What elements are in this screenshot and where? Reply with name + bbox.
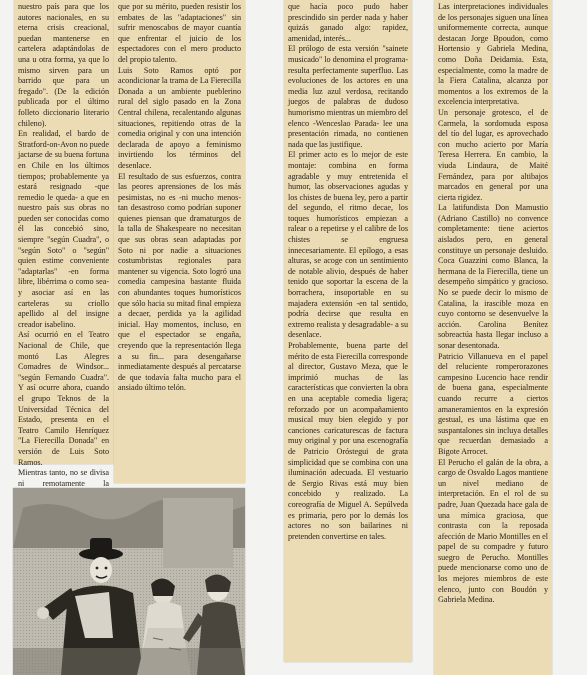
photo-image <box>13 488 245 675</box>
column-4-text: Las interpretaciones individuales de los personajes siguen una línea uniformemente correcta, aunque destacan Jorge Bpoudon, como Hortensio y Gabriela Medina, como Doña Deidamia. Esta, especialmente, como la madre de la Fiera Catalina, alcanza por momentos a los extremos de la excelencia interpretativa. Un personaje grotesco, el de Carmela, la sordomuda esposa del tío del lugar, es aprovechado con mucho acierto por María Teresa Herrera. En cambio, la viuda Lindaura, de Maité Fernández, para por altibajos marcados en general por una cierta rigidez. La latifundista Don Mamustio (Adriano Castillo) no convence completamente: tiene aciertos aislados pero, en general constituye un personaje desluido. Coca Guazzini como Blanca, la hermana de la Fierecilla, tiene un desempeño simpático y gracioso. No se puede decir lo mismo de Catalina, la irascible moza en cuyo contorno se desenvuelve la acción. Carolina Benítez sobreactúa hasta llegar incluso a sonar desentonada. Patricio Villanueva en el papel del reluciente romperorazones campesino Lucencio hace rendir de buena gana, especialmente cuando recurre a ciertos amaneramientos en la expresión gestual, es una lástima que en suspantalones sin incluya detalles que recuerdan demasiado a Bigote Arrocet. El Perucho el galán de la obra, a cargo de Osvaldo Lagos mantiene un nivel mediano de interpretación. En el rol de su padre, Juan Quezada hace gala de una mímica graciosa, que contrasta con la reposada afección de Mario Montilles en el papel de su compadre y futuro suegro de Perucho. Montilles puede mencionarse como uno de los mejores miembros de este elenco, junto con Boudón y Gabriela Medina. <box>438 2 548 605</box>
clipping-column-3 <box>284 0 412 662</box>
column-2-text: que por su mérito, pueden resistir los embates de las "adaptaciones" sin sufrir menoscabos de mayor cuantía que enfrentar el juicio de los espectadores con el mero producto del propio talento. Luis Soto Ramos optó por acondicionar la trama de La Fierecilla Donada a un ambiente pueblerino rural del siglo pasado en la Zona Central chilena, recalentando algunas situaciones, repitiendo otras de la comedia original y con una intención declarada de apoyo a feminismo invirtiendo los términos del desenlace. El resultado de sus esfuerzos, contra las peores aprensiones de los más pesimistas, no es -ni mucho menos- tan desastroso como podrían suponer quienes piensan que dramaturgos de la talla de Shakespeare no necesitan que sus obras sean adaptadas por Soto ni por nadie a situaciones costumbristas regionales para mantener su vigencia. Soto logró una comedia campesina bastante fluida con abundantes toques humorísticos que sólo hacia su mitad final empieza a decaer, perdida ya la agilidad inicial. Hay momentos, incluso, en que el espectador se engaña, creyendo que la representación llega a su fin... para desengañarse inmediatamente después al percatarse de que todavía falta mucho para el ansiado último telón. <box>118 2 241 393</box>
column-3-text: que hacía poco pudo haber prescindido sin perder nada y haber quizás ganado algo: rapidez, amenidad, interés... El prólogo de esta versión "sainete musicado" lo denomina el programa- resulta perfectamente superfluo. Las evoluciones de los actores en una media luz azul verdosa, recitando juegos de palabras de dudoso humorismo mientras un miembro del elenco -Wenceslao Parada- lee una presentación rimada, no contienen nada que las justifique. El primer acto es lo mejor de este montaje: combina en forma agradable y muy entretenida el humor, las observaciones agudas y los chistes de buena ley, pero a partir del segundo, el ritmo decae, los toques humorísticos empiezan a ralear o a repetirse y el calibre de los chistes se engruesa innecesariamente. El epílogo, a esas alturas, se acoge con un sentimiento de notable alivio, después de haber tenido que soportar la escena de la borrachera, insoportable en su majadera extensión -en tal sentido, podría decirse que resulta en extremo realista y desagradable- a su desenlace. Probablemente, buena parte del mérito de esta Fierecilla corresponde al director, Gustavo Meza, que le imprimió muchas de las características que convierten la obra en una aceptable comedia ligera; reforzado por un acompañamiento musical muy bien elegido y por canciones caricaturescas de factura muy original y por una escenografía de Patricio Oróstegui de grata simplicidad que se combina con una iluminación adecuada. El vestuario de Sergio Rivas está muy bien concebido y realizado. La coreografía de Miguel A. Sepúlveda es primaria, pero por lo demás los actores no son bailarines ni pretenden convertirse en tales. <box>288 2 408 541</box>
clipping-column-4 <box>434 0 552 675</box>
clipping-column-1 <box>14 0 113 488</box>
column-1-text: nuestro país para que los autores nacionales, en su eterna crisis creacional, puedan mantenerse en cartelera adaptándolas de una u otra forma, ya que lo mismo sirven para un barrido que para un fregado". (De la edición publicada por el último folleto diccionario literario chileno). En realidad, el bardo de Stratford-on-Avon no puede jactarse de su buena fortuna en Chile en los últimos tiempos; probablemente ya estará resignado -que remedio le queda- a que en nuestro país sus obras no pueden ser conocidas como él las concebió sino, siempre "según Cuadra", o "según Soto" o "según" quien estime conveniente "adaptarlas" -en forma libre, libérrima o como sea- y asociar así en las carteleras su criollo apellido al del insigne creador isabelino. Así ocurrió en el Teatro Nacional de Chile, que montó Las Alegres Comadres de Windsor... "según Fernando Cuadra". Y así ocurre ahora, cuando el grupo Teknos de la Universidad Técnica del Estado, presenta en el Teatro Camilo Henríquez "La Fierecilla Donada" en versión de Luis Soto Ramos. Mientras tanto, no se divisa ni remotamente la <box>18 2 109 488</box>
clipping-column-2 <box>114 0 245 483</box>
newspaper-photo <box>13 488 245 675</box>
